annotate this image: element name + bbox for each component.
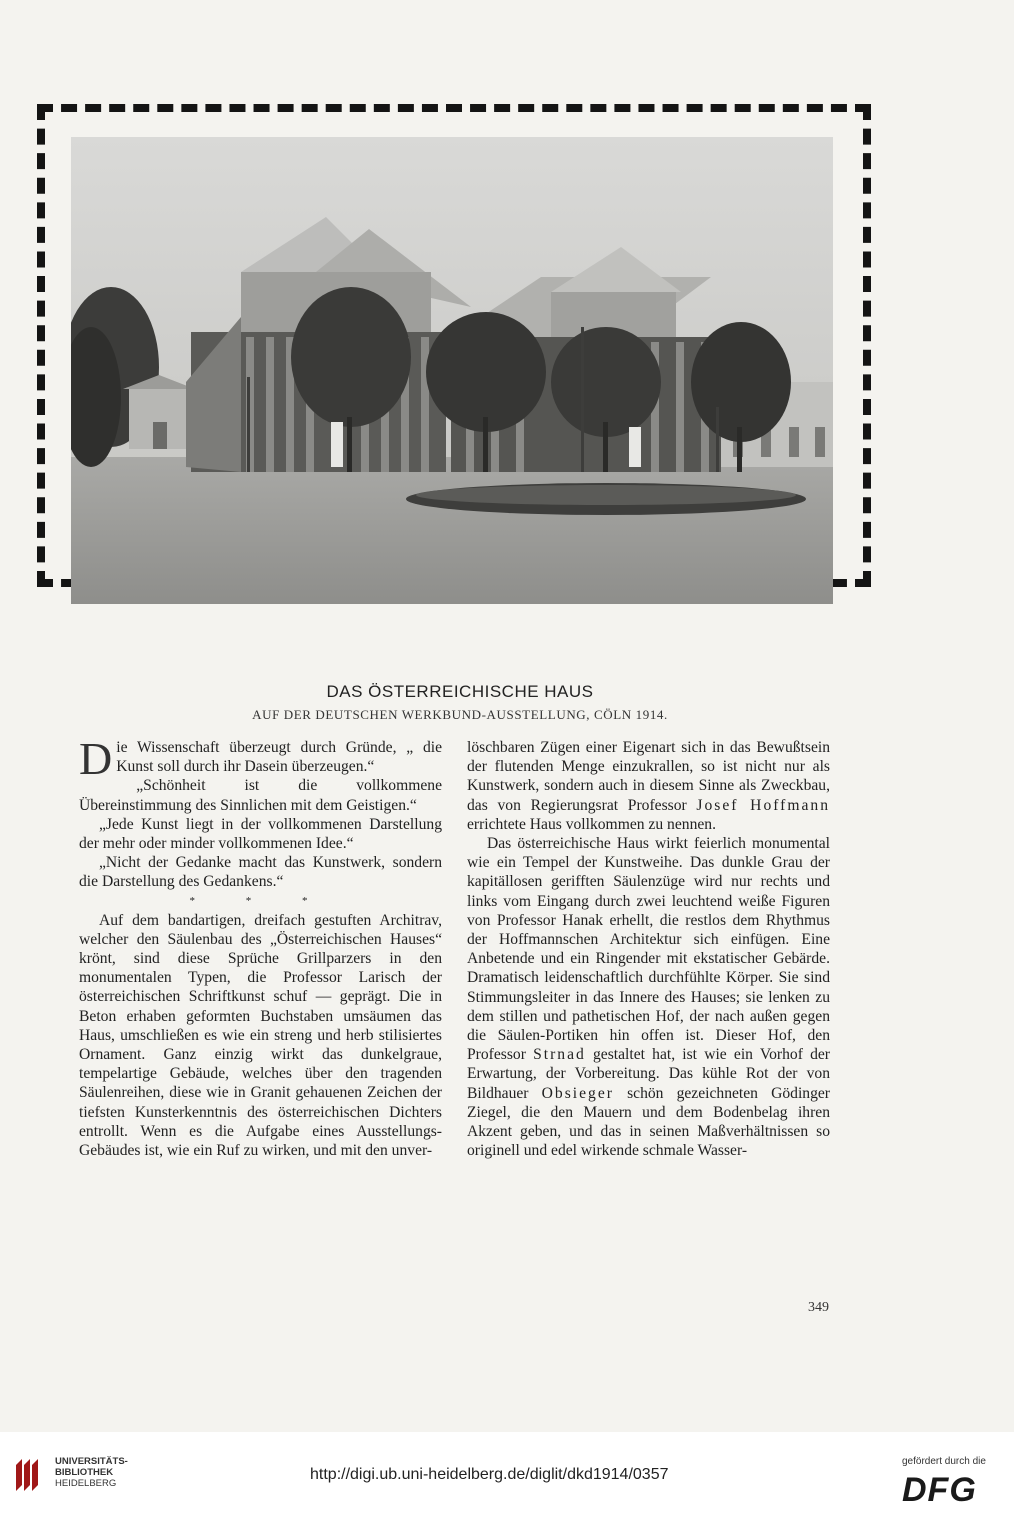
- paragraph-quote-1: [79, 733, 442, 784]
- funded-by-label: gefördert durch die: [902, 1456, 986, 1467]
- name-strnad: Strnad: [533, 1046, 586, 1064]
- right-column: [467, 738, 830, 1160]
- quote-1-text: ie Wissenschaft überzeugt durch Gründe, „ die Kunst soll durch ihr Dasein überzeugen.“: [116, 739, 442, 776]
- paragraph-quote-4: „Nicht der Gedanke macht das Kunstwerk, sondern die Darstellung des Gedankens.“: [79, 854, 442, 891]
- library-name: [55, 1456, 128, 1489]
- paragraph-main-3: [467, 834, 830, 1160]
- library-line-2: BIBLIOTHEK: [55, 1467, 114, 1478]
- source-url-link[interactable]: http://digi.ub.uni-heidelberg.de/diglit/dkd1914/0357: [310, 1466, 669, 1483]
- library-line-3: HEIDELBERG: [55, 1478, 117, 1489]
- library-line-1: UNIVERSITÄTS-: [55, 1456, 128, 1467]
- photograph-austrian-house: [71, 137, 833, 604]
- dfg-logo: DFG: [902, 1471, 977, 1509]
- paragraph-main-1: Auf dem bandartigen, dreifach gestuften Architrav, welcher den Säulenbau des „Österreichischen Hauses“ krönt, sind diese Sprüche Grillparzers in den monumentalen Typen, die Professor Larisch der österreichischen Schriftkunst schuf — geprägt. Die in Beton erhaben geformten Buchstaben umsäumen das Haus, umschließen es wie ein streng und herb stilisiertes Ornament. Ganz einzig wirkt das dunkelgraue, tempelartige Gebäude, welches über den tragenden Säulenreihen, diese wie in Granit gehauenen Zeichen der tiefsten Kunsterkenntnis des österreichischen Dichters entrollt. Wenn es die Aufgabe eines Ausstellungs-Gebäudes ist, wie ein Ruf zu wirken, und mit den unver-: [79, 911, 442, 1160]
- photo-illustration: [71, 137, 833, 604]
- drop-cap: D: [79, 733, 113, 784]
- section-separator: * * *: [189, 894, 332, 907]
- paragraph-main-2: [467, 738, 830, 834]
- article-title: DAS ÖSTERREICHISCHE HAUS: [326, 682, 594, 701]
- text-segment: löschbaren Zügen einer Eigenart sich in das Bewußtsein der flutenden Menge einzukrallen, so ist nicht nur als Kunstwerk, sondern auch in diesem Sinne als Zweckbau, das von Regierungsrat Professor: [467, 739, 830, 814]
- university-logo-icon: [10, 1455, 46, 1495]
- paragraph-quote-2: „Schönheit ist die vollkommene Übereinstimmung des Sinnlichen mit dem Geistigen.“: [79, 777, 442, 814]
- text-segment: errichtete Haus vollkommen zu nennen.: [467, 815, 716, 833]
- text-segment: Das österreichische Haus wirkt feierlich monumental wie ein Tempel der Kunstweihe. Das dunkle Grau der kapitällosen gerifften Säulenzüge wird nur rechts und links vom Eingang durch zwei leuchtend weiße Figuren von Professor Hanak erhellt, die restlos dem Rhythmus der Hoffmannschen Architektur sich einfügen. Eine Anbetende und ein Ringender mit ekstatischer Gebärde. Dramatisch leidenschaftlich durchfühlte Körper. Sie sind Stimmungsleiter in das Innere des Hauses; sie lenken zu dem stillen und pathetischen Hof, der nach außen gegen die Säulen-Portiken hin offen ist. Dieser Hof, den Professor: [467, 835, 830, 1064]
- left-column: [79, 733, 442, 1160]
- text-segment: gestaltet hat, ist wie ein Vorhof der Erwartung, der Vorbereitung. Das kühle Rot der von Bildhauer: [467, 1046, 830, 1102]
- page-number: 349: [808, 1300, 829, 1315]
- paragraph-quote-3: „Jede Kunst liegt in der vollkommenen Darstellung der mehr oder minder vollkommenen Idee.“: [79, 815, 442, 853]
- article-subtitle: AUF DER DEUTSCHEN WERKBUND-AUSSTELLUNG, CÖLN 1914.: [252, 707, 668, 722]
- name-hoffmann: Josef Hoffmann: [696, 796, 830, 814]
- text-segment: schön gezeichneten Gödinger Ziegel, die den Mauern und dem Bodenbelag ihren Akzent geben, und das in seinen Maßverhältnissen so originell und edel wirkende schmale Wasser-: [467, 1084, 831, 1160]
- name-obsieger: Obsieger: [541, 1084, 614, 1102]
